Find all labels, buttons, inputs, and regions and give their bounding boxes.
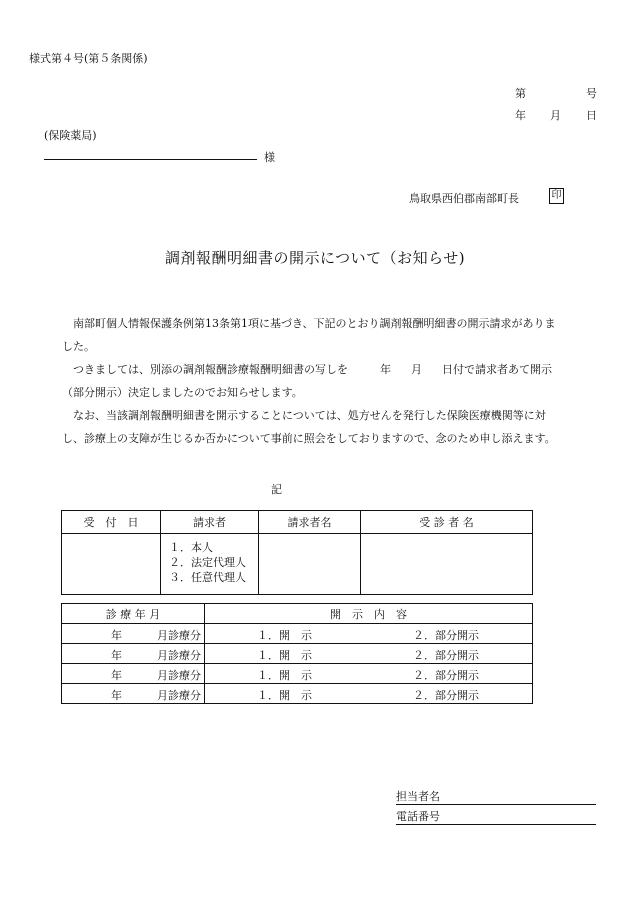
paragraph-1: 南部町個人情報保護条例第13条第1項に基づき、下記のとおり調剤報酬明細書の開示請求がありました。 [62,317,556,353]
date-month: 月 [550,109,561,122]
date-day: 日 [586,109,597,122]
year-label: 年 [111,649,122,662]
month-label: 月診療分 [157,629,201,642]
notice-body [62,312,558,450]
paragraph-2-month: 月 [411,363,422,376]
header-requester: 請求者 [161,511,259,534]
table-row [62,664,533,684]
treatment-month-cell [62,644,205,664]
paragraph-2 [62,358,558,404]
paragraph-2-end: 日付で請求者あて開示（部分開示）決定しましたのでお知らせします。 [62,363,552,399]
date-year: 年 [515,109,526,122]
option-voluntary-agent: ３．任意代理人 [169,571,246,584]
disclosure-cell [205,664,533,684]
ki-heading: 記 [271,483,282,496]
table-row [62,624,533,644]
requester-options [161,534,259,595]
phone-number-line [396,808,596,825]
treatment-month-cell [62,624,205,644]
patient-name-cell [361,534,533,595]
paragraph-2-year: 年 [380,363,391,376]
option-partial-disclosure: ２．部分開示 [413,669,479,682]
request-table [61,510,533,595]
disclosure-cell [205,644,533,664]
treatment-month-cell [62,664,205,684]
document-number-date [515,85,597,129]
contact-person-line [396,788,596,805]
paragraph-3: なお、当該調剤報酬明細書を開示することについては、処方せんを発行した保険医療機関等に対し、診療上の支障が生じるか否かについて事前に照会をしておりますので、念のため申し添えます。 [62,409,556,445]
table-row [62,684,533,704]
header-patient-name: 受 診 者 名 [361,511,533,534]
contact-person-label: 担当者名 [396,790,440,803]
option-full-disclosure: １．開 示 [257,669,312,682]
sender-name: 鳥取県西伯郡南部町長 [409,192,519,205]
header-requester-name: 請求者名 [259,511,361,534]
header-treatment-month: 診 療 年 月 [62,604,205,624]
seal-box: 印 [549,188,564,204]
option-self: １．本人 [169,541,213,554]
disclosure-cell [205,684,533,704]
table-row [62,644,533,664]
requester-name-cell [259,534,361,595]
paragraph-2-start: つきましては、別添の調剤報酬診療報酬明細書の写しを [73,363,348,376]
month-label: 月診療分 [157,689,201,702]
option-full-disclosure: １．開 示 [257,689,312,702]
number-suffix: 号 [586,87,597,100]
addressee-line [44,159,257,160]
received-date-cell [62,534,161,595]
option-partial-disclosure: ２．部分開示 [413,629,479,642]
option-legal-agent: ２．法定代理人 [169,556,246,569]
header-disclosure-content: 開 示 内 容 [205,604,533,624]
option-partial-disclosure: ２．部分開示 [413,649,479,662]
year-label: 年 [111,689,122,702]
document-title: 調剤報酬明細書の開示について（お知らせ) [164,249,466,267]
option-full-disclosure: １．開 示 [257,629,312,642]
form-number: 様式第４号(第５条関係) [29,52,148,65]
month-label: 月診療分 [157,669,201,682]
disclosure-cell [205,624,533,644]
honorific: 様 [264,151,275,164]
number-prefix: 第 [515,87,526,100]
pharmacy-label: (保険薬局) [44,129,97,142]
disclosure-table [61,603,533,704]
phone-number-label: 電話番号 [396,810,440,823]
option-full-disclosure: １．開 示 [257,649,312,662]
year-label: 年 [111,629,122,642]
month-label: 月診療分 [157,649,201,662]
year-label: 年 [111,669,122,682]
header-received-date: 受 付 日 [62,511,161,534]
treatment-month-cell [62,684,205,704]
option-partial-disclosure: ２．部分開示 [413,689,479,702]
